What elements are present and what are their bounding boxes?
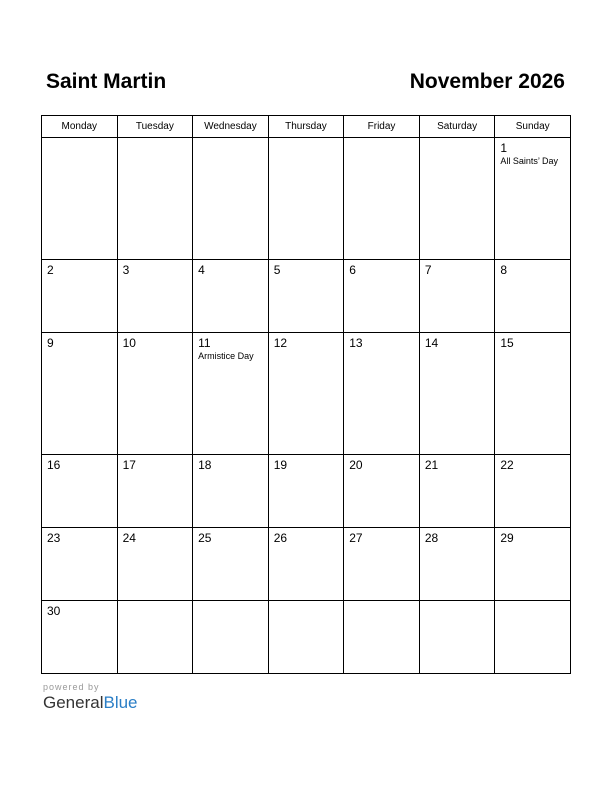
country-title: Saint Martin	[46, 70, 167, 93]
weekday-tuesday: Tuesday	[117, 116, 193, 138]
day-cell	[419, 138, 495, 260]
day-cell	[495, 259, 571, 332]
day-number: 4	[198, 262, 205, 277]
week-row	[42, 527, 571, 600]
day-number: 26	[273, 530, 288, 545]
day-cell	[42, 454, 118, 527]
day-cell	[193, 527, 269, 600]
day-number: 21	[424, 457, 439, 472]
day-number: 13	[349, 335, 363, 350]
day-cell	[419, 332, 495, 454]
day-cell	[42, 527, 118, 600]
day-cell	[419, 527, 495, 600]
day-cell	[495, 454, 571, 527]
day-number: 30	[47, 603, 61, 618]
day-cell	[117, 454, 193, 527]
weekday-header-row	[42, 116, 571, 138]
day-cell	[268, 454, 344, 527]
day-cell	[193, 332, 269, 454]
day-cell	[344, 527, 420, 600]
day-cell	[268, 600, 344, 673]
day-number: 18	[198, 457, 212, 472]
day-number: 5	[273, 262, 281, 277]
day-number: 3	[122, 262, 130, 277]
brand-logo	[43, 693, 138, 713]
day-cell	[42, 332, 118, 454]
day-cell	[495, 527, 571, 600]
brand-part-blue: Blue	[103, 693, 138, 712]
day-number: 7	[424, 262, 432, 277]
day-number: 23	[47, 530, 61, 545]
day-cell	[268, 527, 344, 600]
day-cell	[117, 138, 193, 260]
calendar-header	[41, 70, 570, 100]
calendar-body	[42, 138, 571, 674]
day-cell	[193, 454, 269, 527]
week-row	[42, 332, 571, 454]
powered-by-text: powered by	[43, 682, 100, 692]
day-cell	[419, 259, 495, 332]
brand-part-general: General	[43, 693, 104, 712]
day-cell	[419, 600, 495, 673]
day-number: 8	[500, 262, 508, 277]
calendar-grid	[41, 115, 571, 674]
day-number: 17	[122, 457, 136, 472]
day-cell	[495, 600, 571, 673]
day-number: 1	[500, 141, 508, 155]
day-number: 28	[424, 530, 439, 545]
weekday-saturday: Saturday	[419, 116, 495, 138]
day-cell	[344, 259, 420, 332]
day-number: 11	[198, 335, 211, 350]
day-number: 22	[500, 457, 514, 472]
day-number: 24	[122, 530, 136, 545]
day-number: 25	[198, 530, 212, 545]
weekday-friday: Friday	[344, 116, 420, 138]
day-cell	[344, 138, 420, 260]
day-cell	[117, 527, 193, 600]
day-number: 16	[47, 457, 61, 472]
day-number: 6	[349, 262, 356, 277]
day-number: 14	[424, 335, 439, 350]
day-number: 29	[500, 530, 514, 545]
weekday-monday: Monday	[42, 116, 118, 138]
holiday-label: All Saints’ Day	[500, 156, 559, 166]
day-cell	[344, 332, 420, 454]
day-cell	[117, 332, 193, 454]
day-cell	[344, 600, 420, 673]
day-cell	[268, 138, 344, 260]
day-number: 19	[273, 457, 288, 472]
day-number: 12	[273, 335, 288, 350]
week-row	[42, 454, 571, 527]
day-cell	[193, 259, 269, 332]
day-cell	[42, 259, 118, 332]
week-row	[42, 600, 571, 673]
week-row	[42, 138, 571, 260]
weekday-wednesday: Wednesday	[193, 116, 269, 138]
day-cell	[193, 138, 269, 260]
holiday-label: Armistice Day	[198, 350, 254, 361]
day-cell	[268, 332, 344, 454]
day-number: 10	[122, 335, 136, 350]
day-cell	[42, 600, 118, 673]
day-cell	[344, 454, 420, 527]
day-cell	[268, 259, 344, 332]
weekday-sunday: Sunday	[495, 116, 571, 138]
day-cell	[419, 454, 495, 527]
day-cell	[117, 259, 193, 332]
day-number: 9	[47, 335, 54, 350]
day-cell	[495, 332, 571, 454]
footer	[43, 682, 138, 713]
day-cell	[42, 138, 118, 260]
day-cell	[495, 138, 571, 260]
week-row	[42, 259, 571, 332]
day-number: 27	[349, 530, 363, 545]
day-number: 20	[349, 457, 363, 472]
day-number: 2	[47, 262, 54, 277]
weekday-thursday: Thursday	[268, 116, 344, 138]
day-cell	[193, 600, 269, 673]
day-cell	[117, 600, 193, 673]
month-year-title: November 2026	[409, 70, 565, 93]
day-number: 15	[500, 335, 514, 350]
